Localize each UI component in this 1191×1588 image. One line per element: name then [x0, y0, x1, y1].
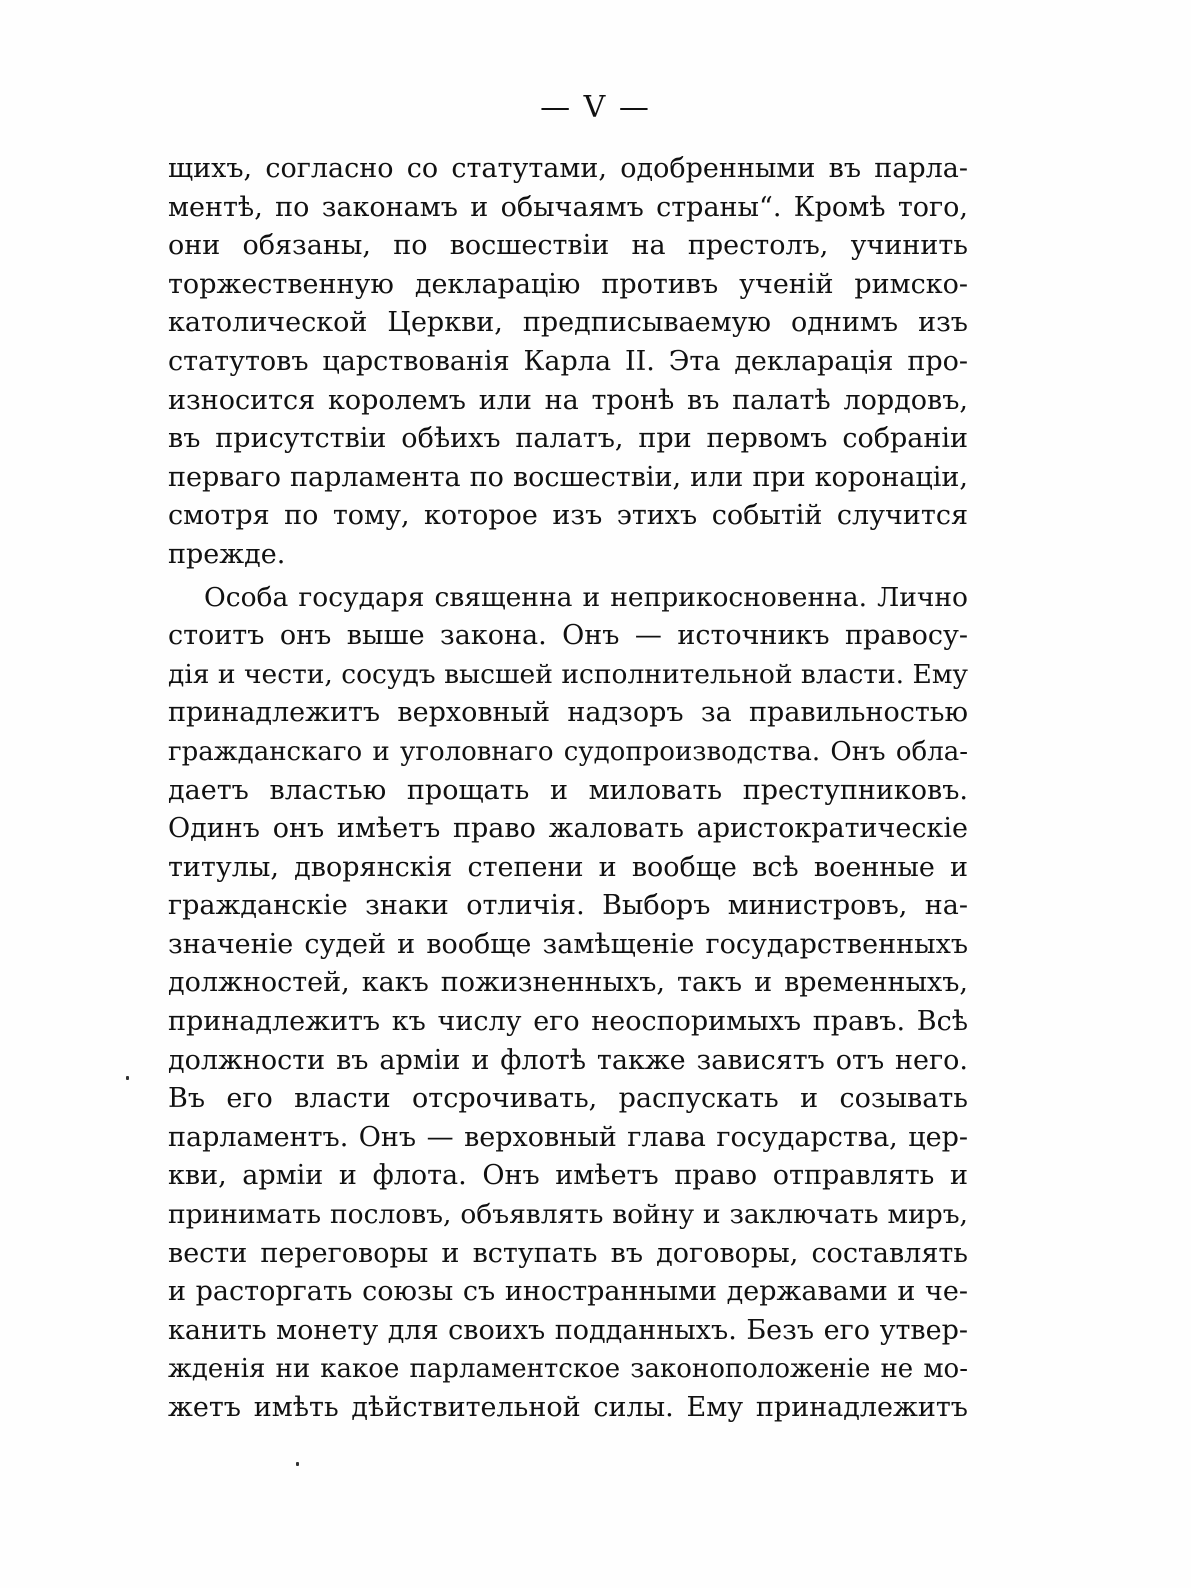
- text-line: жденія ни какое парламентское законоположеніе не мо-: [168, 1354, 968, 1385]
- text-line: щихъ, согласно со статутами, одобренными въ парла-: [168, 153, 968, 184]
- text-line: и расторгать союзы съ иностранными державами и че-: [168, 1276, 968, 1308]
- text-line: парламентъ. Онъ — верховный глава государства, цер-: [168, 1121, 968, 1153]
- text-line: они обязаны, по восшествіи на престолъ, учинить: [168, 230, 968, 262]
- text-line: гражданскаго и уголовнаго судопроизводства. Онъ обла-: [168, 736, 968, 767]
- text-line: торжественную декларацію противъ ученій римско-: [168, 268, 968, 300]
- text-line: должностей, какъ пожизненныхъ, такъ и временныхъ,: [168, 967, 968, 999]
- text-line: стоитъ онъ выше закона. Онъ — источникъ правосу-: [168, 620, 968, 652]
- text-line: износится королемъ или на тронѣ въ палатѣ лордовъ,: [168, 384, 968, 416]
- text-line: вести переговоры и вступать въ договоры, составлять: [168, 1237, 968, 1269]
- scan-speck: [126, 1076, 129, 1080]
- text-line: въ присутствіи обѣихъ палатъ, при первомъ собраніи: [168, 423, 968, 455]
- text-line: принадлежитъ верховный надзоръ за правильностью: [168, 697, 968, 729]
- paragraph-2: [168, 579, 968, 1428]
- body-text: [168, 150, 968, 1428]
- text-line: перваго парламента по восшествіи, или при коронаціи,: [168, 461, 968, 493]
- text-line: значеніе судей и вообще замѣщеніе государственныхъ: [168, 928, 968, 960]
- text-line: кви, арміи и флота. Онъ имѣетъ право отправлять и: [168, 1160, 968, 1192]
- text-line: Особа государя священна и неприкосновенна. Лично: [204, 581, 968, 613]
- text-line: Одинъ онъ имѣетъ право жаловать аристократическіе: [168, 813, 968, 845]
- text-line: принадлежитъ къ числу его неоспоримыхъ правъ. Всѣ: [168, 1006, 968, 1038]
- text-line: гражданскіе знаки отличія. Выборъ министровъ, на-: [168, 890, 968, 922]
- page-number: — V —: [540, 90, 651, 125]
- text-line: ментѣ, по законамъ и обычаямъ страны“. Кромѣ того,: [168, 191, 968, 223]
- text-line: статутовъ царствованія Карла II. Эта декларація про-: [168, 345, 968, 377]
- text-line: прежде.: [168, 538, 286, 570]
- text-line: титулы, дворянскія степени и вообще всѣ военные и: [168, 851, 968, 883]
- text-line: смотря по тому, которое изъ этихъ событій случится: [168, 500, 968, 532]
- scan-speck: [296, 1462, 299, 1466]
- text-line: даетъ властью прощать и миловать преступниковъ.: [168, 774, 968, 806]
- text-line: канить монету для своихъ подданныхъ. Безъ его утвер-: [168, 1314, 968, 1346]
- text-line: принимать пословъ, объявлять войну и заключать миръ,: [168, 1199, 968, 1231]
- text-line: дія и чести, сосудъ высшей исполнительной власти. Ему: [168, 658, 969, 690]
- text-line: должности въ арміи и флотѣ также зависятъ отъ него.: [168, 1044, 968, 1076]
- text-line: жетъ имѣть дѣйствительной силы. Ему принадлежитъ: [168, 1392, 968, 1423]
- paragraph-1: [168, 150, 968, 575]
- text-line: католической Церкви, предписываемую однимъ изъ: [168, 307, 968, 339]
- text-line: Въ его власти отсрочивать, распускать и созывать: [168, 1083, 968, 1115]
